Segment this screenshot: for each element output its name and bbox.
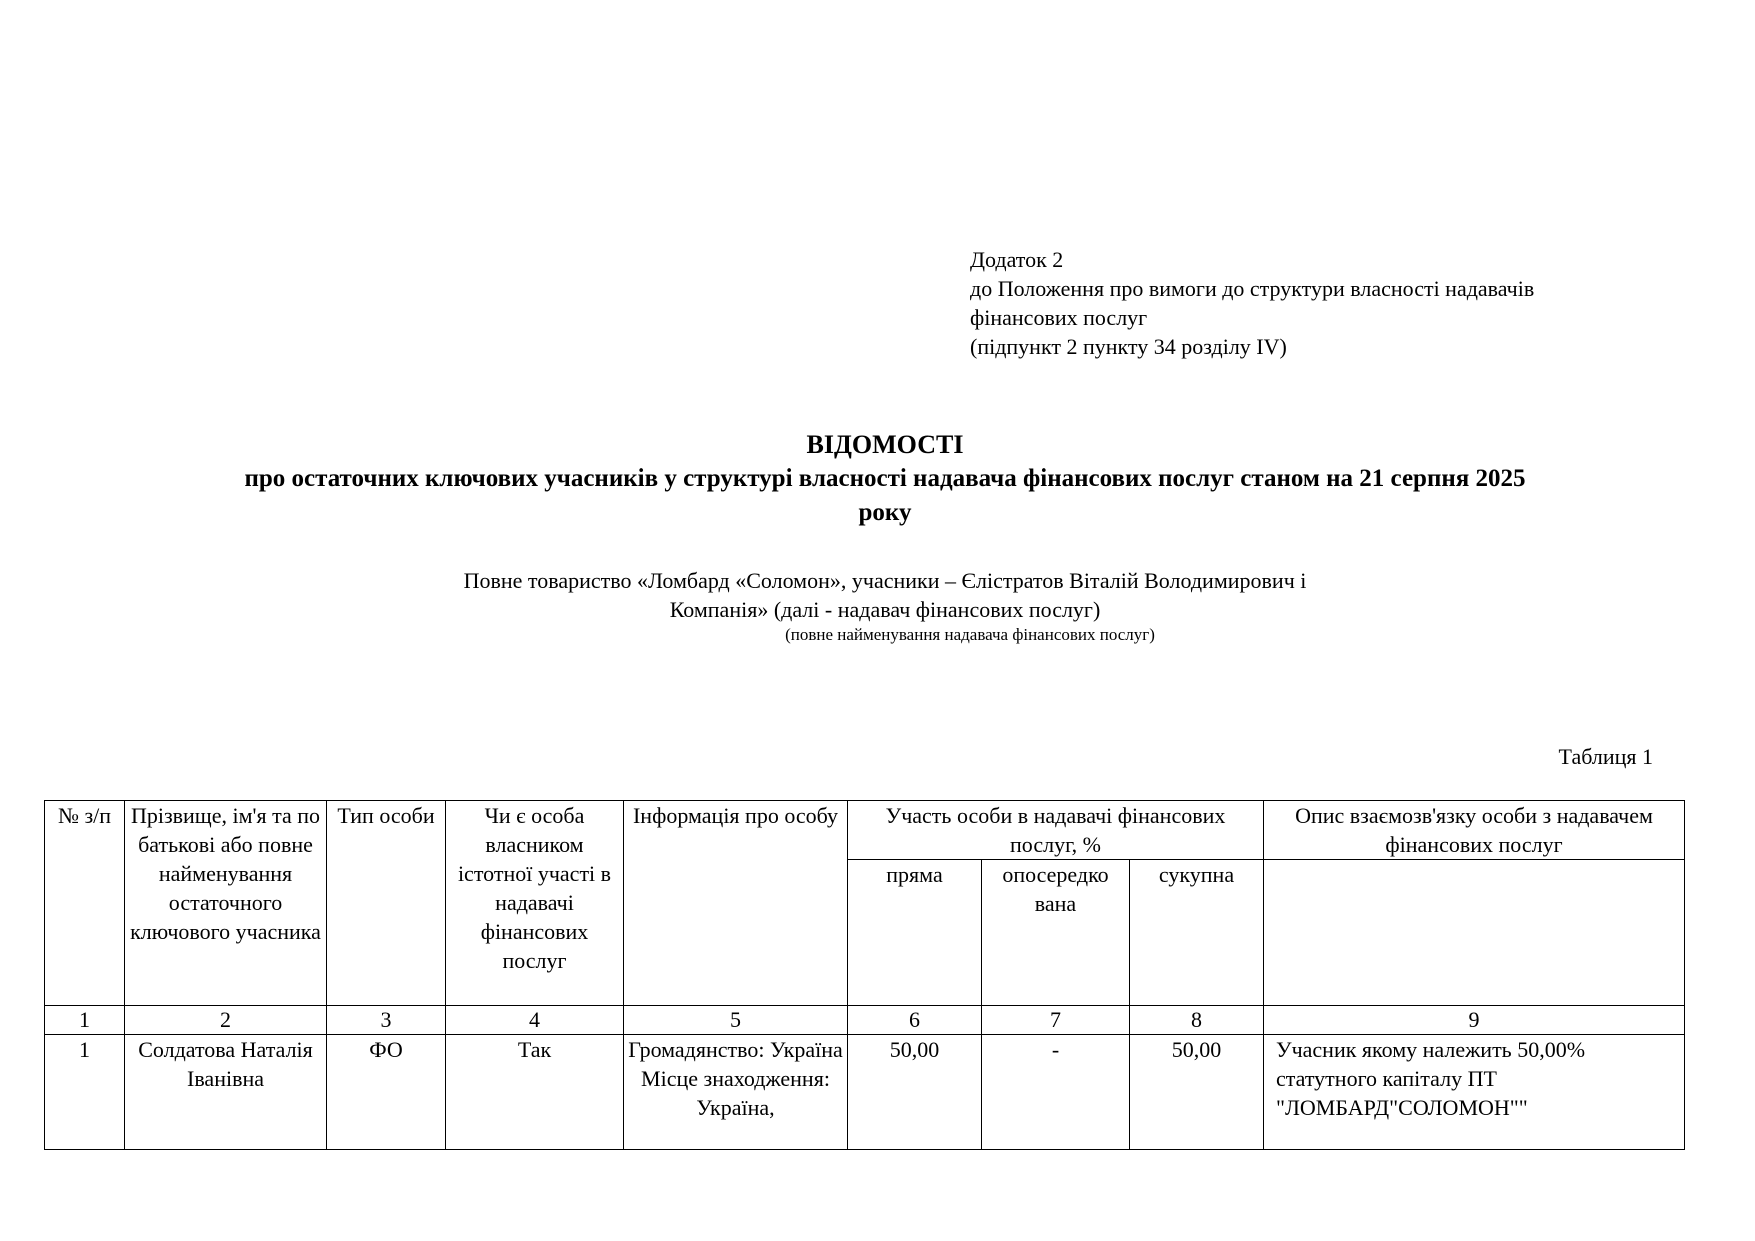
header-owner: Чи є особа власником істотної участі в надавачі фінансових послуг (446, 801, 624, 1006)
document-subtitle-line: року (858, 499, 912, 526)
header-type: Тип особи (327, 801, 446, 1006)
column-number: 4 (446, 1006, 624, 1035)
header-total: сукупна (1130, 860, 1264, 1006)
annex-line: фінансових послуг (970, 305, 1148, 330)
column-numbers-row (45, 1006, 1685, 1035)
ownership-table (44, 800, 1685, 1150)
cell-relation: Учасник якому належить 50,00% статутного капіталу ПТ "ЛОМБАРД"СОЛОМОН"" (1264, 1035, 1685, 1150)
provider-caption: (повне найменування надавача фінансових послуг) (785, 625, 1155, 644)
document-title: ВІДОМОСТІ (806, 430, 964, 459)
header-name: Прізвище, ім'я та по батькові або повне найменування остаточного ключового учасника (125, 801, 327, 1006)
header-participation: Участь особи в надавачі фінансових послуг, % (848, 801, 1264, 860)
header-relation-empty (1264, 860, 1685, 1006)
cell-owner: Так (446, 1035, 624, 1150)
column-number: 2 (125, 1006, 327, 1035)
document-title-block (110, 428, 1660, 530)
cell-type: ФО (327, 1035, 446, 1150)
header-indirect: опосередко вана (982, 860, 1130, 1006)
provider-name-line: Компанія» (далі - надавач фінансових послуг) (669, 597, 1101, 622)
annex-block (970, 245, 1690, 361)
provider-name-line: Повне товариство «Ломбард «Соломон», учасники – Єлістратов Віталій Володимирович і (463, 568, 1307, 593)
document-subtitle-line: про остаточних ключових учасників у структурі власності надавача фінансових послуг станом на 21 серпня 2025 (244, 465, 1526, 492)
column-number: 1 (45, 1006, 125, 1035)
header-relation: Опис взаємозв'язку особи з надавачем фінансових послуг (1264, 801, 1685, 860)
cell-total: 50,00 (1130, 1035, 1264, 1150)
table-label: Таблиця 1 (1558, 744, 1653, 769)
column-number: 9 (1264, 1006, 1685, 1035)
column-number: 6 (848, 1006, 982, 1035)
cell-num: 1 (45, 1035, 125, 1150)
column-number: 7 (982, 1006, 1130, 1035)
header-num: № з/п (45, 801, 125, 1006)
table-header-row (45, 801, 1685, 860)
column-number: 3 (327, 1006, 446, 1035)
column-number: 8 (1130, 1006, 1264, 1035)
annex-line: (підпункт 2 пункту 34 розділу IV) (970, 334, 1287, 359)
cell-name: Солдатова Наталія Іванівна (125, 1035, 327, 1150)
cell-indirect: - (982, 1035, 1130, 1150)
annex-line: до Положення про вимоги до структури власності надавачів (970, 276, 1535, 301)
header-direct: пряма (848, 860, 982, 1006)
header-info: Інформація про особу (624, 801, 848, 1006)
column-number: 5 (624, 1006, 848, 1035)
cell-info: Громадянство: Україна Місце знаходження: Україна, (624, 1035, 848, 1150)
provider-name-block (320, 566, 1450, 624)
cell-direct: 50,00 (848, 1035, 982, 1150)
annex-line: Додаток 2 (970, 247, 1064, 272)
table-row (45, 1035, 1685, 1150)
